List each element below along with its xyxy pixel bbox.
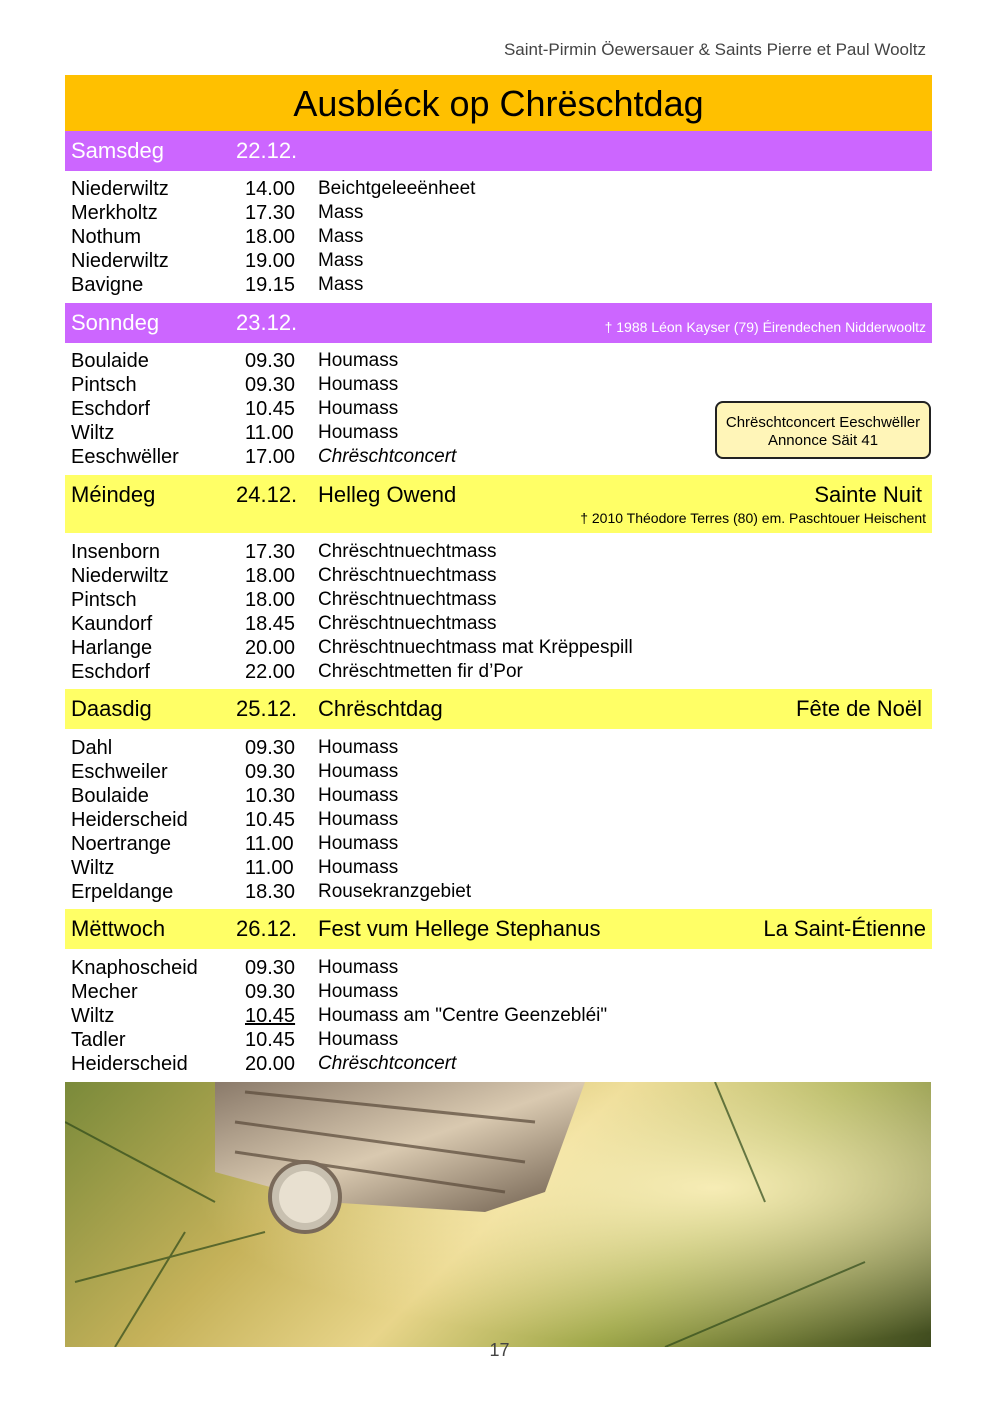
event: Beichtgeleeënheet bbox=[318, 178, 476, 199]
place: Eschdorf bbox=[71, 398, 150, 420]
day-name: Daasdig bbox=[71, 696, 152, 721]
event: Houmass bbox=[318, 857, 399, 878]
event: Houmass bbox=[318, 398, 399, 419]
time: 09.30 bbox=[245, 350, 296, 372]
schedule-row bbox=[0, 981, 999, 1005]
event: Houmass bbox=[318, 1029, 399, 1050]
event: Houmass bbox=[318, 350, 399, 371]
event: Chrëschtmetten fir d’Por bbox=[318, 661, 523, 682]
time: 09.30 bbox=[245, 737, 296, 759]
place: Heiderscheid bbox=[71, 1053, 188, 1075]
place: Boulaide bbox=[71, 350, 149, 372]
day-header-daasdig bbox=[65, 689, 932, 729]
event: Chrëschtnuechtmass bbox=[318, 541, 497, 562]
place: Tadler bbox=[71, 1029, 126, 1051]
event: Mass bbox=[318, 226, 364, 247]
feast-name-fr: Fête de Noël bbox=[796, 696, 922, 721]
place: Kaundorf bbox=[71, 613, 153, 635]
place: Heiderscheid bbox=[71, 809, 188, 831]
time: 18.00 bbox=[245, 565, 296, 587]
event: Houmass bbox=[318, 374, 399, 395]
schedule-row bbox=[0, 1053, 999, 1077]
page-header: Saint-Pirmin Öewersauer & Saints Pierre et Paul Wooltz bbox=[503, 40, 926, 59]
event: Houmass bbox=[318, 737, 399, 758]
place: Erpeldange bbox=[71, 881, 174, 903]
day-header-meindeg bbox=[65, 475, 932, 533]
time: 17.00 bbox=[245, 446, 296, 468]
schedule-row bbox=[0, 250, 999, 274]
day-date: 26.12. bbox=[236, 916, 298, 941]
schedule-row bbox=[0, 565, 999, 589]
time: 11.00 bbox=[245, 833, 294, 855]
place: Noertrange bbox=[71, 833, 172, 855]
day-name: Méindeg bbox=[71, 482, 156, 507]
day-name: Samsdeg bbox=[71, 138, 164, 163]
time: 09.30 bbox=[245, 761, 296, 783]
day-name: Sonndeg bbox=[71, 310, 160, 335]
place: Nothum bbox=[71, 226, 142, 248]
place: Eschweiler bbox=[71, 761, 168, 783]
event: Chrëschtconcert bbox=[318, 1053, 457, 1074]
feast-name: Chrëschtdag bbox=[318, 696, 443, 721]
event: Chrëschtconcert bbox=[318, 446, 457, 467]
place: Wiltz bbox=[71, 1005, 115, 1027]
time: 19.00 bbox=[245, 250, 296, 272]
place: Merkholtz bbox=[71, 202, 158, 224]
place: Niederwiltz bbox=[71, 178, 169, 200]
schedule-row bbox=[0, 737, 999, 761]
feast-name-fr: Sainte Nuit bbox=[814, 482, 922, 507]
feast-name: Fest vum Hellege Stephanus bbox=[318, 916, 601, 941]
memorial-note: † 1988 Léon Kayser (79) Éirendechen Nidderwooltz bbox=[604, 319, 926, 335]
time: 10.45 bbox=[245, 398, 296, 420]
schedule-row bbox=[0, 957, 999, 981]
day-header-samsdeg bbox=[65, 131, 932, 171]
day-date: 23.12. bbox=[236, 310, 298, 335]
time: 18.00 bbox=[245, 589, 296, 611]
schedule-row bbox=[0, 178, 999, 202]
place: Insenborn bbox=[71, 541, 160, 563]
event: Houmass bbox=[318, 833, 399, 854]
time: 19.15 bbox=[245, 274, 296, 296]
schedule-row bbox=[0, 809, 999, 833]
time: 09.30 bbox=[245, 981, 296, 1003]
page-title: Ausbléck op Chrëschtdag bbox=[65, 75, 932, 131]
christmas-ornament-photo bbox=[65, 1082, 931, 1347]
notice-line1: Chrëschtconcert Eeschwëller bbox=[725, 414, 921, 431]
time: 10.30 bbox=[245, 785, 296, 807]
schedule-row bbox=[0, 589, 999, 613]
memorial-note: † 2010 Théodore Terres (80) em. Paschtouer Heischent bbox=[580, 510, 926, 526]
schedule-row bbox=[0, 374, 999, 398]
place: Pintsch bbox=[71, 589, 137, 611]
feast-name: Helleg Owend bbox=[318, 482, 457, 507]
event: Houmass bbox=[318, 422, 399, 443]
schedule-row bbox=[0, 761, 999, 785]
place: Niederwiltz bbox=[71, 565, 169, 587]
schedule-row bbox=[0, 637, 999, 661]
time: 18.00 bbox=[245, 226, 296, 248]
place: Eeschwëller bbox=[71, 446, 179, 468]
schedule-row bbox=[0, 785, 999, 809]
place: Eschdorf bbox=[71, 661, 150, 683]
time: 09.30 bbox=[245, 374, 296, 396]
event: Houmass bbox=[318, 981, 399, 1002]
place: Boulaide bbox=[71, 785, 149, 807]
schedule-row bbox=[0, 1029, 999, 1053]
page-number: 17 bbox=[489, 1340, 510, 1360]
time: 18.45 bbox=[245, 613, 296, 635]
time: 18.30 bbox=[245, 881, 296, 903]
schedule-row bbox=[0, 1005, 999, 1029]
schedule-row bbox=[0, 541, 999, 565]
place: Harlange bbox=[71, 637, 153, 659]
time: 10.45 bbox=[245, 1005, 296, 1027]
place: Mecher bbox=[71, 981, 138, 1003]
event: Houmass bbox=[318, 809, 399, 830]
place: Wiltz bbox=[71, 422, 115, 444]
event: Chrëschtnuechtmass mat Krëppespill bbox=[318, 637, 633, 658]
day-header-mettwoch bbox=[65, 909, 932, 949]
event: Mass bbox=[318, 250, 364, 271]
event: Houmass bbox=[318, 761, 399, 782]
event: Mass bbox=[318, 202, 364, 223]
concert-notice-box bbox=[715, 401, 931, 459]
time: 11.00 bbox=[245, 422, 294, 444]
event: Houmass bbox=[318, 957, 399, 978]
time: 10.45 bbox=[245, 1029, 296, 1051]
place: Pintsch bbox=[71, 374, 137, 396]
schedule-row bbox=[0, 350, 999, 374]
event: Mass bbox=[318, 274, 364, 295]
notice-line2: Annonce Säit 41 bbox=[767, 432, 879, 449]
place: Dahl bbox=[71, 737, 113, 759]
time: 14.00 bbox=[245, 178, 296, 200]
time: 11.00 bbox=[245, 857, 294, 879]
schedule-row bbox=[0, 202, 999, 226]
schedule-row bbox=[0, 833, 999, 857]
schedule-row bbox=[0, 613, 999, 637]
time: 20.00 bbox=[245, 1053, 296, 1075]
time: 22.00 bbox=[245, 661, 296, 683]
place: Niederwiltz bbox=[71, 250, 169, 272]
event: Chrëschtnuechtmass bbox=[318, 565, 497, 586]
time: 20.00 bbox=[245, 637, 296, 659]
schedule-row bbox=[0, 857, 999, 881]
day-header-sonndeg bbox=[65, 303, 932, 343]
day-date: 24.12. bbox=[236, 482, 298, 507]
time: 17.30 bbox=[245, 202, 296, 224]
time: 09.30 bbox=[245, 957, 296, 979]
time: 10.45 bbox=[245, 809, 296, 831]
schedule-row bbox=[0, 881, 999, 905]
day-date: 22.12. bbox=[236, 138, 298, 163]
day-name: Mëttwoch bbox=[71, 916, 166, 941]
event: Chrëschtnuechtmass bbox=[318, 589, 497, 610]
event: Houmass am "Centre Geenzebléi" bbox=[318, 1005, 608, 1026]
event: Chrëschtnuechtmass bbox=[318, 613, 497, 634]
day-date: 25.12. bbox=[236, 696, 298, 721]
place: Knaphoscheid bbox=[71, 957, 198, 979]
place: Wiltz bbox=[71, 857, 115, 879]
schedule-row bbox=[0, 274, 999, 298]
event: Houmass bbox=[318, 785, 399, 806]
feast-name-fr: La Saint-Étienne bbox=[763, 916, 926, 941]
place: Bavigne bbox=[71, 274, 144, 296]
schedule-row bbox=[0, 661, 999, 685]
schedule-row bbox=[0, 226, 999, 250]
time: 17.30 bbox=[245, 541, 296, 563]
event: Rousekranzgebiet bbox=[318, 881, 472, 902]
